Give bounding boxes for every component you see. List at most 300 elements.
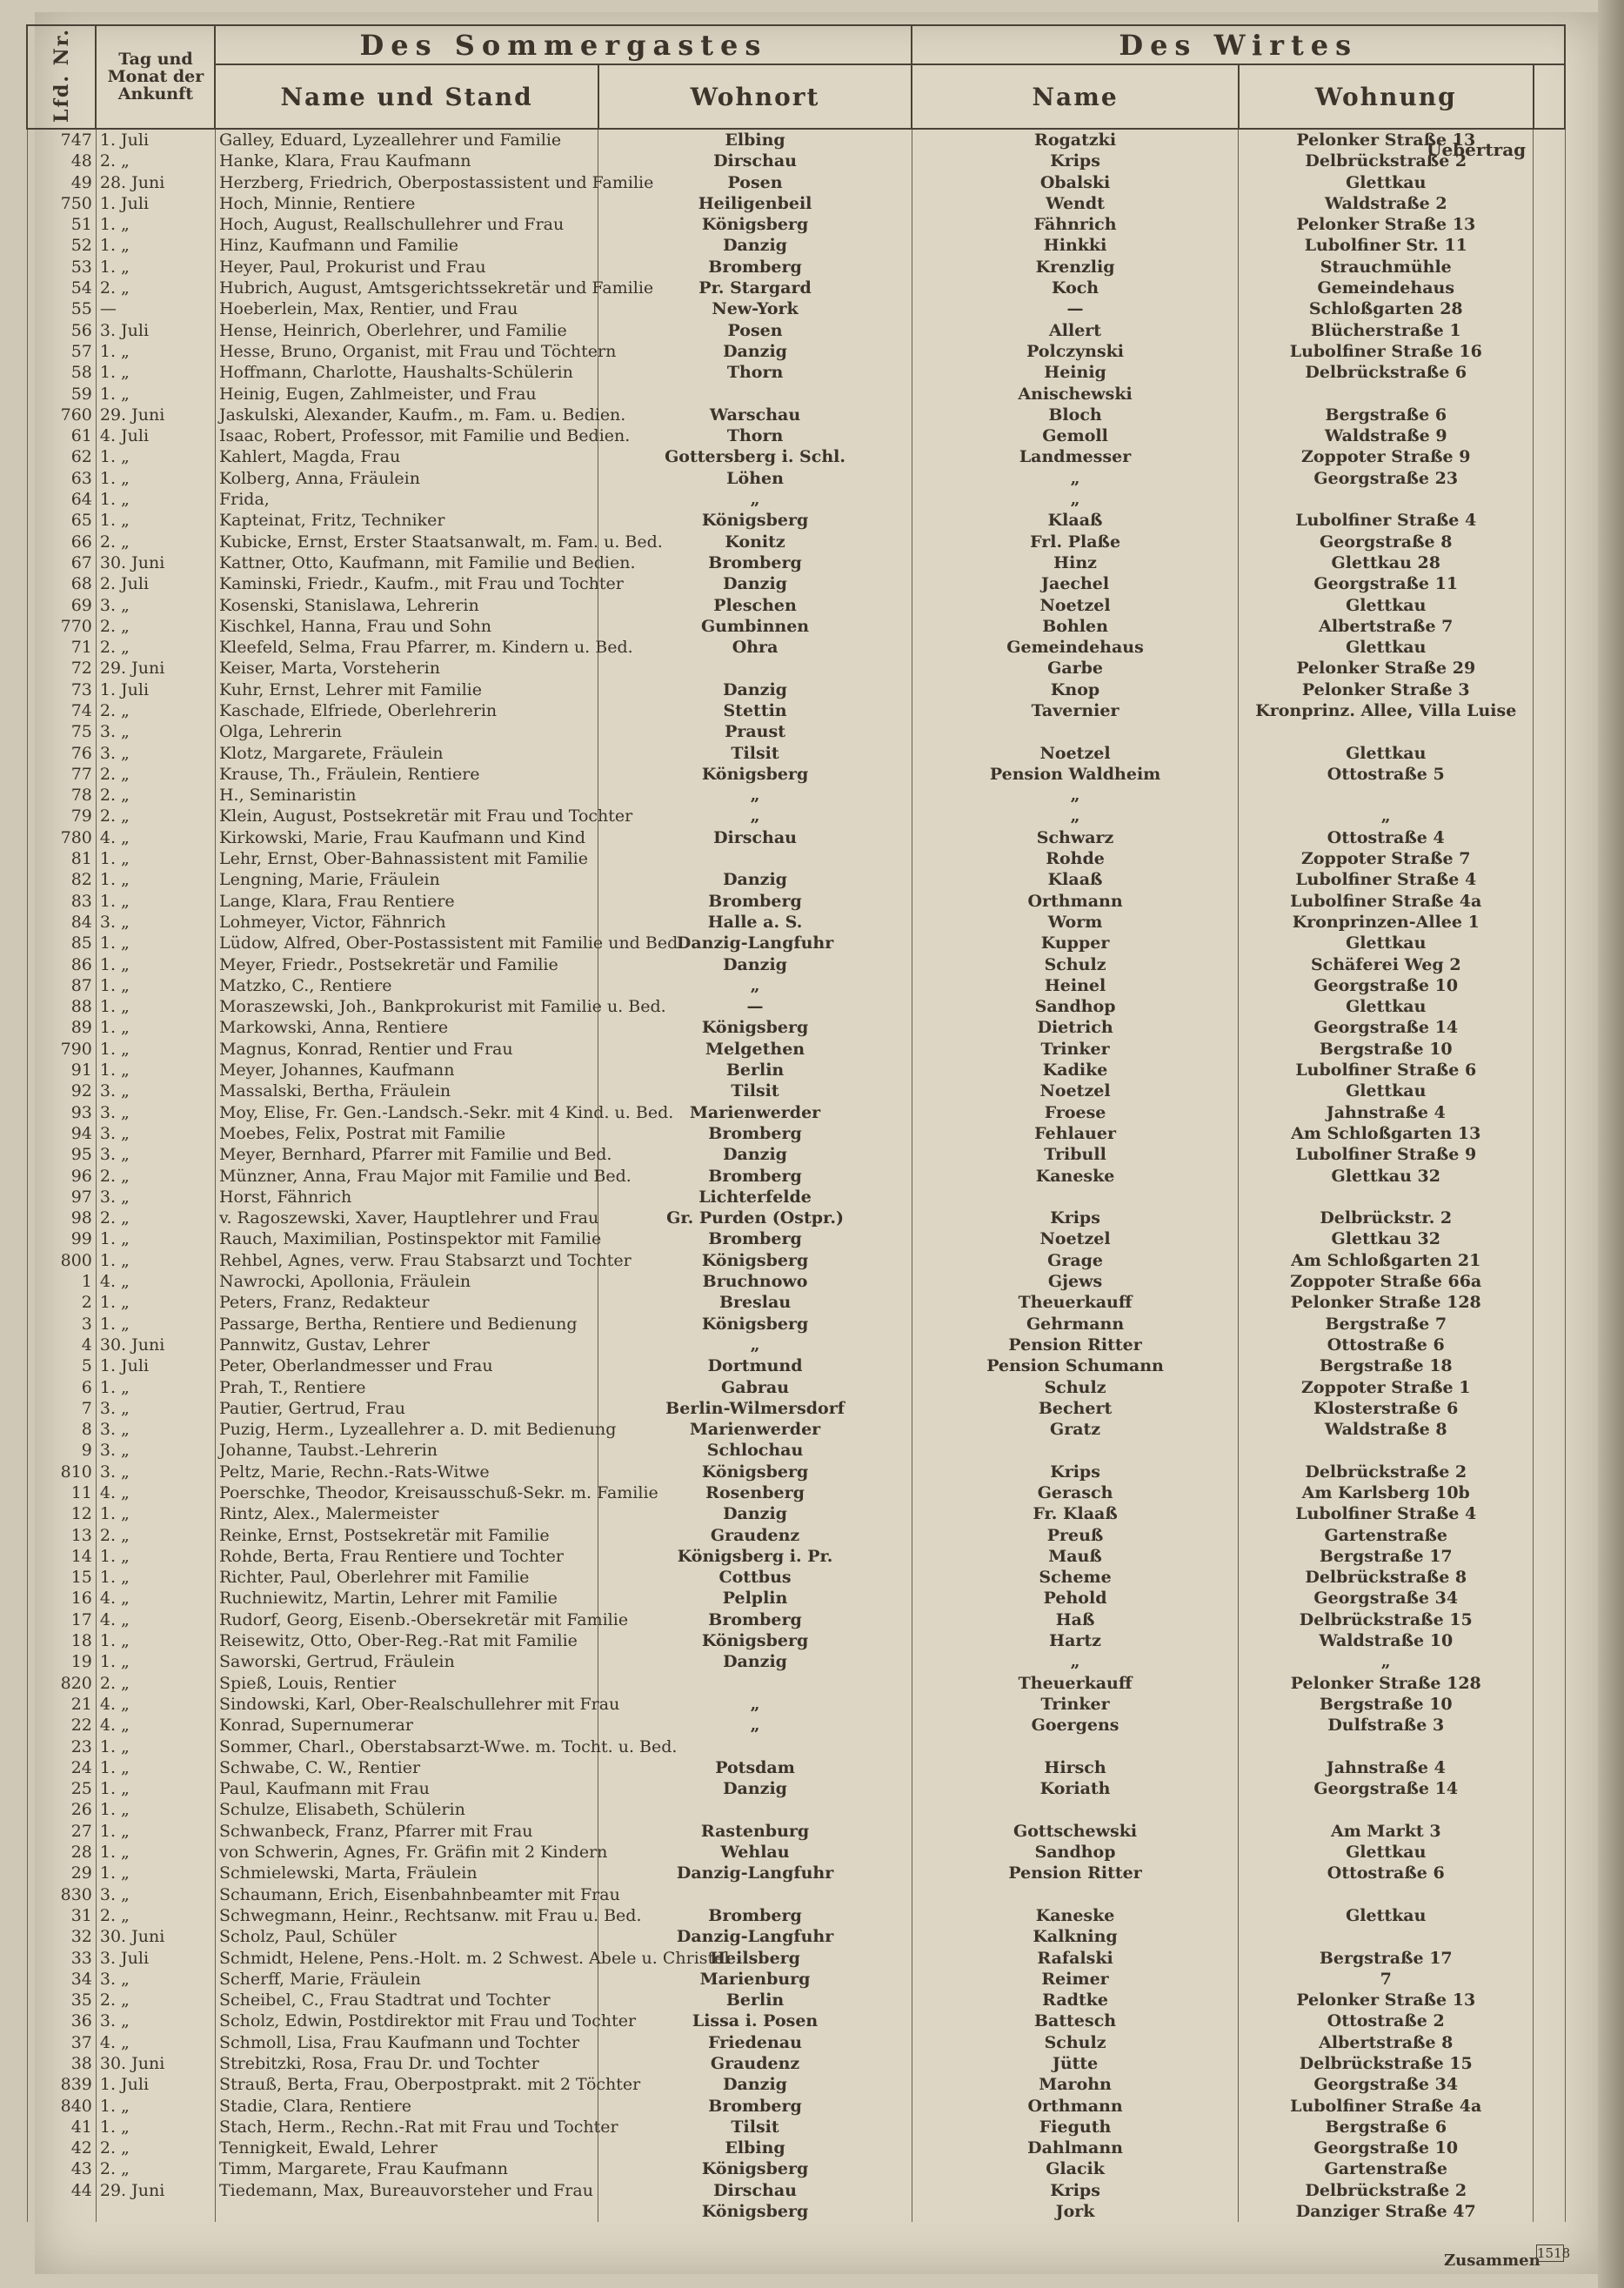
cell-wname: Preuß: [912, 1525, 1238, 1546]
cell-date: 1. „: [96, 446, 215, 467]
cell-name: Pautier, Gertrud, Frau: [215, 1398, 598, 1419]
cell-nr: 54: [27, 278, 96, 298]
table-row: [27, 1187, 1565, 1208]
cell-name: Sommer, Charl., Oberstabsarzt-Wwe. m. Tocht. u. Bed.: [215, 1736, 598, 1757]
cell-date: 3. „: [96, 743, 215, 764]
cell-nr: 33: [27, 1948, 96, 1969]
cell-nr: 747: [27, 129, 96, 151]
cell-name: Jaskulski, Alexander, Kaufm., m. Fam. u. Bedien.: [215, 405, 598, 425]
cell-addr: Delbrückstraße 8: [1239, 1567, 1534, 1588]
cell-addr: Albertstraße 8: [1239, 2032, 1534, 2053]
cell-side: [1534, 1969, 1565, 1990]
cell-side: [1534, 595, 1565, 616]
table-row: [27, 320, 1565, 341]
cell-side: [1534, 129, 1565, 151]
cell-wname: Fehlauer: [912, 1123, 1238, 1144]
cell-ort: Königsberg i. Pr.: [598, 1546, 912, 1567]
cell-ort: Königsberg: [598, 764, 912, 785]
cell-side: [1534, 1736, 1565, 1757]
table-row: [27, 1525, 1565, 1546]
cell-ort: Marienburg: [598, 1969, 912, 1990]
cell-nr: 48: [27, 151, 96, 171]
cell-ort: Dirschau: [598, 2180, 912, 2201]
header-name-stand: Name und Stand: [215, 64, 598, 129]
cell-ort: Gabrau: [598, 1377, 912, 1398]
table-row: [27, 384, 1565, 405]
cell-nr: 57: [27, 341, 96, 362]
cell-side: [1534, 2137, 1565, 2158]
cell-date: 4. „: [96, 2032, 215, 2053]
cell-date: 2. „: [96, 151, 215, 171]
cell-ort: Bromberg: [598, 552, 912, 573]
cell-date: 1. „: [96, 2096, 215, 2117]
cell-side: [1534, 172, 1565, 193]
cell-nr: 1: [27, 1271, 96, 1292]
cell-addr: Glettkau: [1239, 1842, 1534, 1863]
cell-ort: [598, 658, 912, 679]
cell-date: 2. „: [96, 1905, 215, 1926]
cell-ort: Heilsberg: [598, 1948, 912, 1969]
cell-addr: Delbrückstr. 2: [1239, 1208, 1534, 1228]
cell-nr: 17: [27, 1609, 96, 1630]
cell-date: 3. „: [96, 1102, 215, 1123]
cell-wname: Pension Schumann: [912, 1355, 1238, 1376]
cell-date: 2. „: [96, 616, 215, 637]
cell-side: [1534, 1440, 1565, 1461]
table-row: [27, 1398, 1565, 1419]
cell-side: [1534, 700, 1565, 721]
cell-ort: Danzig: [598, 1503, 912, 1524]
cell-name: Magnus, Konrad, Rentier und Frau: [215, 1039, 598, 1060]
cell-side: [1534, 573, 1565, 594]
table-row: [27, 658, 1565, 679]
cell-date: 1. „: [96, 489, 215, 510]
cell-wname: Rohde: [912, 848, 1238, 869]
cell-side: [1534, 214, 1565, 235]
table-row: [27, 1715, 1565, 1736]
cell-date: 1. „: [96, 1039, 215, 1060]
cell-name: Peltz, Marie, Rechn.-Rats-Witwe: [215, 1462, 598, 1482]
cell-name: Paul, Kaufmann mit Frau: [215, 1778, 598, 1799]
table-row: [27, 1694, 1565, 1715]
cell-name: Hoffmann, Charlotte, Haushalts-Schülerin: [215, 362, 598, 383]
cell-side: [1534, 743, 1565, 764]
cell-side: [1534, 1292, 1565, 1313]
cell-name: Galley, Eduard, Lyzeallehrer und Familie: [215, 129, 598, 151]
cell-wname: [912, 1799, 1238, 1820]
cell-name: Hesse, Bruno, Organist, mit Frau und Töchtern: [215, 341, 598, 362]
cell-wname: Schwarz: [912, 827, 1238, 848]
cell-name: Münzner, Anna, Frau Major mit Familie und Bed.: [215, 1166, 598, 1187]
cell-addr: Lubolfiner Straße 4: [1239, 510, 1534, 531]
table-row: [27, 1778, 1565, 1799]
cell-ort: Potsdam: [598, 1757, 912, 1778]
cell-date: 3. „: [96, 1144, 215, 1165]
cell-name: Meyer, Johannes, Kaufmann: [215, 1060, 598, 1080]
cell-wname: [912, 1187, 1238, 1208]
cell-date: 3. „: [96, 1187, 215, 1208]
cell-ort: Dortmund: [598, 1355, 912, 1376]
cell-side: [1534, 2117, 1565, 2137]
cell-name: Kleefeld, Selma, Frau Pfarrer, m. Kindern u. Bed.: [215, 637, 598, 658]
cell-side: [1534, 468, 1565, 489]
cell-name: Horst, Fähnrich: [215, 1187, 598, 1208]
cell-side: [1534, 384, 1565, 405]
cell-ort: Graudenz: [598, 1525, 912, 1546]
cell-ort: Bromberg: [598, 1123, 912, 1144]
cell-side: [1534, 257, 1565, 278]
cell-side: [1534, 1144, 1565, 1165]
cell-name: Rudorf, Georg, Eisenb.-Obersekretär mit Familie: [215, 1609, 598, 1630]
cell-wname: Bechert: [912, 1398, 1238, 1419]
cell-name: Hanke, Klara, Frau Kaufmann: [215, 151, 598, 171]
cell-addr: Glettkau 32: [1239, 1228, 1534, 1249]
cell-name: Matzko, C., Rentiere: [215, 975, 598, 996]
cell-date: 28. Juni: [96, 172, 215, 193]
cell-ort: Rastenburg: [598, 1821, 912, 1842]
cell-ort: Königsberg: [598, 510, 912, 531]
table-row: [27, 468, 1565, 489]
cell-nr: 839: [27, 2074, 96, 2095]
cell-ort: Heiligenbeil: [598, 193, 912, 214]
cell-nr: 96: [27, 1166, 96, 1187]
cell-wname: Schulz: [912, 954, 1238, 975]
cell-wname: Koriath: [912, 1778, 1238, 1799]
cell-name: Meyer, Bernhard, Pfarrer mit Familie und Bed.: [215, 1144, 598, 1165]
cell-nr: 22: [27, 1715, 96, 1736]
cell-side: [1534, 1123, 1565, 1144]
cell-side: [1534, 658, 1565, 679]
cell-name: H., Seminaristin: [215, 785, 598, 806]
cell-wname: [912, 1736, 1238, 1757]
cell-date: 1. Juli: [96, 679, 215, 700]
cell-wname: Fieguth: [912, 2117, 1238, 2137]
cell-ort: Berlin: [598, 1060, 912, 1080]
cell-side: [1534, 806, 1565, 826]
cell-name: von Schwerin, Agnes, Fr. Gräfin mit 2 Kindern: [215, 1842, 598, 1863]
cell-name: Schwanbeck, Franz, Pfarrer mit Frau: [215, 1821, 598, 1842]
cell-ort: Pleschen: [598, 595, 912, 616]
cell-addr: Bergstraße 17: [1239, 1948, 1534, 1969]
cell-date: 3. „: [96, 1080, 215, 1101]
cell-name: Kattner, Otto, Kaufmann, mit Familie und Bedien.: [215, 552, 598, 573]
cell-nr: 44: [27, 2180, 96, 2201]
cell-wname: Dietrich: [912, 1017, 1238, 1038]
cell-date: 2. Juli: [96, 573, 215, 594]
cell-date: 1. „: [96, 1314, 215, 1335]
cell-addr: Lubolfiner Straße 4: [1239, 1503, 1534, 1524]
cell-ort: [598, 1884, 912, 1905]
cell-ort: Breslau: [598, 1292, 912, 1313]
cell-addr: [1239, 1440, 1534, 1461]
table-row: [27, 637, 1565, 658]
cell-ort: —: [598, 996, 912, 1017]
table-row: [27, 489, 1565, 510]
cell-name: Schaumann, Erich, Eisenbahnbeamter mit Frau: [215, 1884, 598, 1905]
cell-name: Hoeberlein, Max, Rentier, und Frau: [215, 298, 598, 319]
cell-date: 1. „: [96, 1736, 215, 1757]
cell-addr: „: [1239, 1651, 1534, 1672]
cell-wname: Kadike: [912, 1060, 1238, 1080]
table-row: [27, 172, 1565, 193]
cell-addr: Pelonker Straße 3: [1239, 679, 1534, 700]
cell-addr: [1239, 384, 1534, 405]
cell-ort: Lichterfelde: [598, 1187, 912, 1208]
cell-ort: Berlin: [598, 1990, 912, 2010]
table-row: [27, 1292, 1565, 1313]
cell-side: [1534, 1060, 1565, 1080]
cell-name: Kaschade, Elfriede, Oberlehrerin: [215, 700, 598, 721]
cell-wname: Noetzel: [912, 1228, 1238, 1249]
cell-name: Heinig, Eugen, Zahlmeister, und Frau: [215, 384, 598, 405]
cell-name: Spieß, Louis, Rentier: [215, 1673, 598, 1694]
cell-wname: Frl. Plaße: [912, 532, 1238, 552]
table-row: [27, 510, 1565, 531]
cell-wname: [912, 1440, 1238, 1461]
cell-nr: 51: [27, 214, 96, 235]
cell-side: [1534, 298, 1565, 319]
table-row: [27, 1039, 1565, 1060]
cell-nr: 26: [27, 1799, 96, 1820]
table-row: [27, 806, 1565, 826]
cell-date: 2. „: [96, 1525, 215, 1546]
cell-wname: —: [912, 298, 1238, 319]
table-row: [27, 1228, 1565, 1249]
table-row: [27, 129, 1565, 151]
cell-addr: Kronprinz. Allee, Villa Luise: [1239, 700, 1534, 721]
cell-side: [1534, 1948, 1565, 1969]
table-row: [27, 1673, 1565, 1694]
cell-date: 1. „: [96, 384, 215, 405]
cell-side: [1534, 1377, 1565, 1398]
cell-wname: Kaneske: [912, 1166, 1238, 1187]
cell-addr: Strauchmühle: [1239, 257, 1534, 278]
table-row: [27, 1821, 1565, 1842]
footer-total-value: 1518: [1537, 2245, 1571, 2261]
cell-ort: Danzig: [598, 954, 912, 975]
cell-wname: Bohlen: [912, 616, 1238, 637]
cell-addr: Gartenstraße: [1239, 2158, 1534, 2179]
cell-name: Schulze, Elisabeth, Schülerin: [215, 1799, 598, 1820]
cell-side: [1534, 320, 1565, 341]
cell-ort: Danzig-Langfuhr: [598, 1926, 912, 1947]
cell-wname: Koch: [912, 278, 1238, 298]
cell-side: [1534, 1419, 1565, 1440]
cell-side: [1534, 2180, 1565, 2201]
cell-wname: Goergens: [912, 1715, 1238, 1736]
cell-nr: 56: [27, 320, 96, 341]
cell-name: Nawrocki, Apollonia, Fräulein: [215, 1271, 598, 1292]
cell-addr: Glettkau: [1239, 1905, 1534, 1926]
cell-side: [1534, 764, 1565, 785]
cell-nr: 38: [27, 2053, 96, 2074]
cell-side: [1534, 1166, 1565, 1187]
cell-side: [1534, 2201, 1565, 2222]
table-row: [27, 2201, 1565, 2222]
cell-side: [1534, 1673, 1565, 1694]
cell-addr: Pelonker Straße 128: [1239, 1673, 1534, 1694]
cell-wname: Jork: [912, 2201, 1238, 2222]
table-row: [27, 2032, 1565, 2053]
cell-addr: Bergstraße 10: [1239, 1039, 1534, 1060]
cell-addr: Delbrückstraße 15: [1239, 2053, 1534, 2074]
table-row: [27, 764, 1565, 785]
cell-addr: Ottostraße 6: [1239, 1335, 1534, 1355]
cell-date: 3. „: [96, 595, 215, 616]
cell-ort: Friedenau: [598, 2032, 912, 2053]
cell-nr: 820: [27, 1673, 96, 1694]
table-row: [27, 362, 1565, 383]
cell-ort: Königsberg: [598, 2201, 912, 2222]
cell-wname: Theuerkauff: [912, 1673, 1238, 1694]
cell-wname: Hinz: [912, 552, 1238, 573]
cell-wname: Gehrmann: [912, 1314, 1238, 1335]
table-row: [27, 1060, 1565, 1080]
cell-side: [1534, 996, 1565, 1017]
cell-date: 30. Juni: [96, 1926, 215, 1947]
cell-name: Peter, Oberlandmesser und Frau: [215, 1355, 598, 1376]
cell-nr: 32: [27, 1926, 96, 1947]
cell-name: Tennigkeit, Ewald, Lehrer: [215, 2137, 598, 2158]
cell-date: 2. „: [96, 700, 215, 721]
cell-date: 1. Juli: [96, 129, 215, 151]
cell-ort: „: [598, 785, 912, 806]
cell-addr: Delbrückstraße 15: [1239, 1609, 1534, 1630]
cell-ort: Konitz: [598, 532, 912, 552]
cell-nr: 790: [27, 1039, 96, 1060]
cell-side: [1534, 1694, 1565, 1715]
cell-addr: Ottostraße 6: [1239, 1863, 1534, 1883]
cell-wname: Landmesser: [912, 446, 1238, 467]
table-row: [27, 1588, 1565, 1609]
table-row: [27, 2180, 1565, 2201]
cell-date: 1. „: [96, 954, 215, 975]
cell-date: 2. „: [96, 1208, 215, 1228]
cell-wname: Garbe: [912, 658, 1238, 679]
cell-side: [1534, 721, 1565, 742]
cell-date: 1. „: [96, 1799, 215, 1820]
cell-date: 2. „: [96, 278, 215, 298]
cell-addr: [1239, 1736, 1534, 1757]
table-row: [27, 1736, 1565, 1757]
cell-side: [1534, 1821, 1565, 1842]
table-row: [27, 933, 1565, 953]
cell-name: Herzberg, Friedrich, Oberpostassistent und Familie: [215, 172, 598, 193]
cell-addr: Lubolfiner Straße 4: [1239, 869, 1534, 890]
cell-wname: Gemoll: [912, 425, 1238, 446]
header-wohnung: Wohnung: [1239, 64, 1534, 129]
cell-side: [1534, 1609, 1565, 1630]
cell-side: [1534, 1208, 1565, 1228]
cell-wname: Gottschewski: [912, 1821, 1238, 1842]
table-row: [27, 1863, 1565, 1883]
cell-wname: Krenzlig: [912, 257, 1238, 278]
cell-date: 1. „: [96, 2117, 215, 2137]
cell-name: Hoch, August, Reallschullehrer und Frau: [215, 214, 598, 235]
cell-nr: 91: [27, 1060, 96, 1080]
table-row: [27, 405, 1565, 425]
cell-nr: 82: [27, 869, 96, 890]
cell-wname: Sandhop: [912, 996, 1238, 1017]
cell-ort: Königsberg: [598, 1017, 912, 1038]
cell-addr: Am Schloßgarten 21: [1239, 1250, 1534, 1271]
cell-date: 29. Juni: [96, 658, 215, 679]
cell-name: Heyer, Paul, Prokurist und Frau: [215, 257, 598, 278]
cell-date: 4. Juli: [96, 425, 215, 446]
cell-ort: Pelplin: [598, 1588, 912, 1609]
cell-nr: 86: [27, 954, 96, 975]
cell-ort: Löhen: [598, 468, 912, 489]
cell-name: Scholz, Paul, Schüler: [215, 1926, 598, 1947]
cell-ort: Gumbinnen: [598, 616, 912, 637]
cell-date: 1. „: [96, 1651, 215, 1672]
cell-nr: 77: [27, 764, 96, 785]
cell-name: Kaminski, Friedr., Kaufm., mit Frau und Tochter: [215, 573, 598, 594]
table-row: [27, 1990, 1565, 2010]
table-row: [27, 1377, 1565, 1398]
cell-wname: Polczynski: [912, 341, 1238, 362]
cell-ort: Graudenz: [598, 2053, 912, 2074]
cell-ort: Danzig: [598, 679, 912, 700]
cell-ort: Posen: [598, 320, 912, 341]
cell-addr: Georgstraße 14: [1239, 1017, 1534, 1038]
cell-nr: 43: [27, 2158, 96, 2179]
cell-nr: 12: [27, 1503, 96, 1524]
cell-side: [1534, 1905, 1565, 1926]
cell-addr: 7: [1239, 1969, 1534, 1990]
cell-addr: Ottostraße 2: [1239, 2010, 1534, 2031]
cell-wname: Orthmann: [912, 891, 1238, 912]
cell-side: [1534, 2096, 1565, 2117]
table-row: [27, 1166, 1565, 1187]
cell-side: [1534, 637, 1565, 658]
cell-side: [1534, 1926, 1565, 1947]
cell-date: 4. „: [96, 827, 215, 848]
cell-date: 3. „: [96, 721, 215, 742]
cell-addr: Georgstraße 11: [1239, 573, 1534, 594]
cell-nr: 6: [27, 1377, 96, 1398]
cell-name: Scholz, Edwin, Postdirektor mit Frau und Tochter: [215, 2010, 598, 2031]
cell-addr: Georgstraße 10: [1239, 975, 1534, 996]
cell-date: 2. „: [96, 1166, 215, 1187]
cell-nr: 94: [27, 1123, 96, 1144]
cell-addr: Waldstraße 8: [1239, 1419, 1534, 1440]
cell-name: Kahlert, Magda, Frau: [215, 446, 598, 467]
cell-ort: Thorn: [598, 425, 912, 446]
cell-wname: Noetzel: [912, 1080, 1238, 1101]
cell-ort: New-York: [598, 298, 912, 319]
cell-name: Lange, Klara, Frau Rentiere: [215, 891, 598, 912]
cell-date: 4. „: [96, 1715, 215, 1736]
cell-name: Lengning, Marie, Fräulein: [215, 869, 598, 890]
cell-wname: „: [912, 1651, 1238, 1672]
cell-addr: Zoppoter Straße 66a: [1239, 1271, 1534, 1292]
cell-ort: Berlin-Wilmersdorf: [598, 1398, 912, 1419]
cell-name: Schmoll, Lisa, Frau Kaufmann und Tochter: [215, 2032, 598, 2053]
table-row: [27, 785, 1565, 806]
cell-side: [1534, 2010, 1565, 2031]
cell-name: Kischkel, Hanna, Frau und Sohn: [215, 616, 598, 637]
cell-date: 1. „: [96, 235, 215, 256]
cell-side: [1534, 1398, 1565, 1419]
cell-ort: Königsberg: [598, 1462, 912, 1482]
cell-ort: Danzig: [598, 341, 912, 362]
cell-addr: Glettkau 32: [1239, 1166, 1534, 1187]
cell-addr: Lubolfiner Str. 11: [1239, 235, 1534, 256]
cell-wname: Hinkki: [912, 235, 1238, 256]
cell-wname: „: [912, 468, 1238, 489]
cell-name: Rehbel, Agnes, verw. Frau Stabsarzt und Tochter: [215, 1250, 598, 1271]
